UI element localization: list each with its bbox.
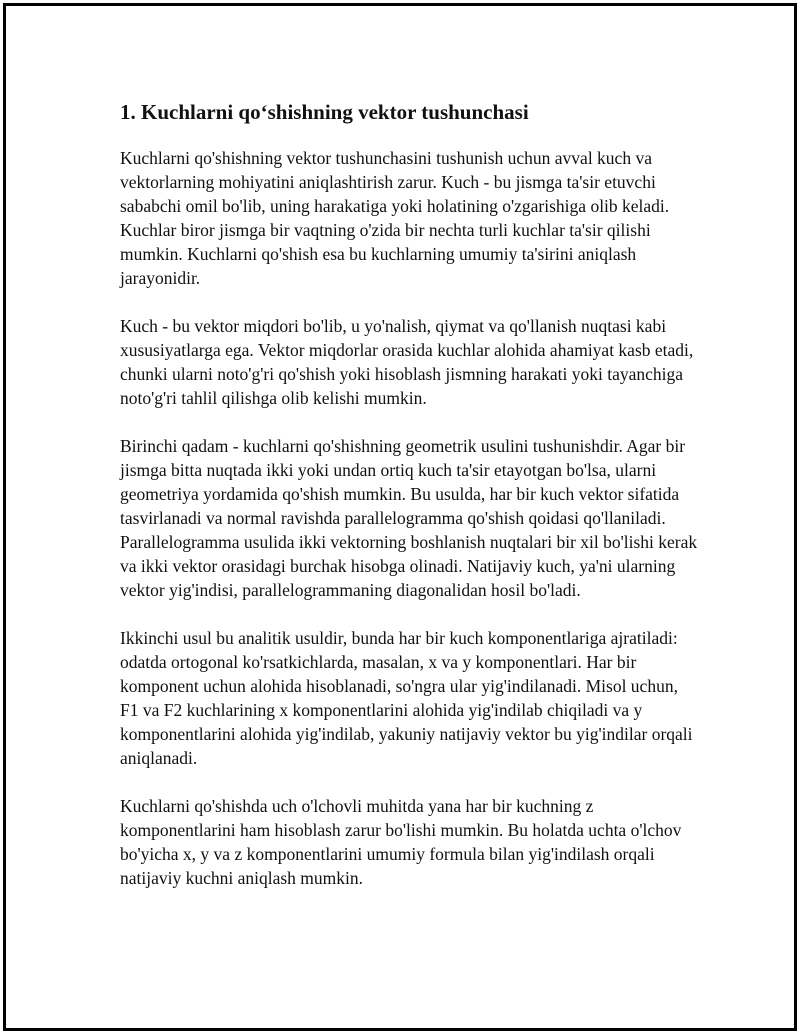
section-heading: 1. Kuchlarni qo‘shishning vektor tushunchasi xyxy=(120,100,529,124)
paragraph-intro: Kuchlarni qo'shishning vektor tushunchasini tushunish uchun avval kuch va vektorlarning mohiyatini aniqlashtirish zarur. Kuch - bu jismga ta'sir etuvchi sababchi omil bo'lib, uning harakatiga yoki holatining o'zgarishiga olib keladi. Kuchlar biror jismga bir vaqtning o'zida bir nechta turli kuchlar ta'sir qilishi mumkin. Kuchlarni qo'shish esa bu kuchlarning umumiy ta'sirini aniqlash jarayonidir. xyxy=(120,148,670,288)
paragraph-vector-quantity: Kuch - bu vektor miqdori bo'lib, u yo'nalish, qiymat va qo'llanish nuqtasi kabi xususiyatlarga ega. Vektor miqdorlar orasida kuchlar alohida ahamiyat kasb etadi, chunki ularni noto'g'ri qo'shish yoki hisoblash jismning harakati yoki tayanchiga noto'g'ri tahlil qilishga olib kelishi mumkin. xyxy=(120,316,694,408)
page-border xyxy=(3,3,797,1031)
paragraph-three-dimensional: Kuchlarni qo'shishda uch o'lchovli muhitda yana har bir kuchning z komponentlarini ham hisoblash zarur bo'lishi mumkin. Bu holatda uchta o'lchov bo'yicha x, y va z komponentlarini umumiy formula bilan yig'indilash orqali natijaviy kuchni aniqlash mumkin. xyxy=(120,796,682,888)
paragraph-analytic-method: Ikkinchi usul bu analitik usuldir, bunda har bir kuch komponentlariga ajratiladi: odatda ortogonal ko'rsatkichlarda, masalan, x va y komponentlari. Har bir komponent uchun alohida hisoblanadi, so'ngra ular yig'indilanadi. Misol uchun, F1 va F2 kuchlarining x komponentlarini alohida yig'indilab chiqiladi va y komponentlarini alohida yig'indilab, yakuniy natijaviy vektor bu yig'indilar orqali aniqlanadi. xyxy=(120,628,693,768)
document-body xyxy=(120,98,700,914)
paragraph-geometric-method: Birinchi qadam - kuchlarni qo'shishning geometrik usulini tushunishdir. Agar bir jismga bitta nuqtada ikki yoki undan ortiq kuch ta'sir etayotgan bo'lsa, ularni geometriya yordamida qo'shish mumkin. Bu usulda, har bir kuch vektor sifatida tasvirlanadi va normal ravishda parallelogramma qo'shish qoidasi qo'llaniladi. Parallelogramma usulida ikki vektorning boshlanish nuqtalari bir xil bo'lishi kerak va ikki vektor orasidagi burchak hisobga olinadi. Natijaviy kuch, ya'ni ularning vektor yig'indisi, parallelogrammaning diagonalidan hosil bo'ladi. xyxy=(120,436,698,600)
